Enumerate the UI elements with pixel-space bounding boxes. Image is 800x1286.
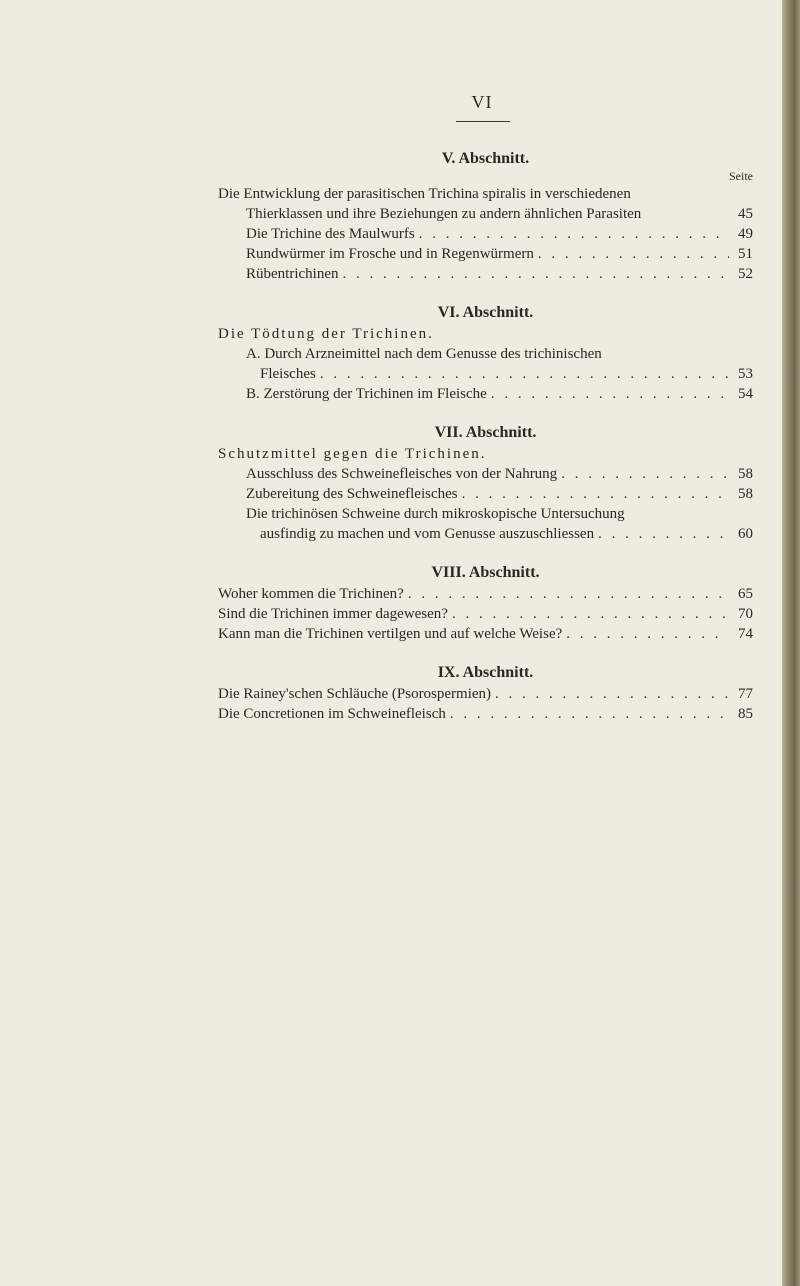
spacer (218, 284, 753, 302)
entry-page: 85 (738, 706, 753, 722)
entry-label: Rübentrichinen (246, 266, 339, 282)
section-lead: Die Tödtung der Trichinen. (218, 326, 434, 342)
spacer (218, 544, 753, 562)
entry-page: 70 (738, 606, 753, 622)
leader-dots (598, 524, 729, 544)
toc-entry (246, 524, 753, 544)
entry-label: Fleisches (260, 366, 316, 382)
entry-label: Die Trichine des Maulwurfs (246, 226, 415, 242)
section-lead: Schutzmittel gegen die Trichinen. (218, 446, 487, 462)
page-number: VI (471, 92, 493, 112)
toc-entry (218, 624, 753, 644)
leader-dots (538, 244, 729, 264)
entry-page: 45 (738, 206, 753, 222)
leader-dots (320, 364, 729, 384)
section-vi (218, 302, 753, 404)
entry-label: Woher kommen die Trichinen? (218, 586, 404, 602)
leader-dots (462, 484, 729, 504)
entry-page: 49 (738, 226, 753, 242)
toc-entry-wrapped (218, 344, 753, 384)
toc-entry (218, 384, 753, 404)
section-heading: VI. Abschnitt. (437, 304, 534, 321)
spacer (218, 644, 753, 662)
entry-page: 58 (738, 486, 753, 502)
toc-entry (218, 604, 753, 624)
section-heading: V. Abschnitt. (441, 150, 530, 167)
toc-entry (218, 264, 753, 284)
leader-dots (450, 704, 729, 724)
leader-dots (419, 224, 729, 244)
entry-label: Ausschluss des Schweinefleisches von der Nahrung (246, 466, 558, 482)
entry-label: Zubereitung des Schweinefleisches (246, 486, 458, 502)
section-heading: VIII. Abschnitt. (431, 564, 540, 581)
entry-page: 58 (738, 466, 753, 482)
toc-entry (218, 204, 753, 224)
entry-line: Die Entwicklung der parasitischen Trichina spiralis in verschiedenen (218, 186, 631, 202)
section-vii (218, 422, 753, 544)
entry-label: Rundwürmer im Frosche und in Regenwürmern (246, 246, 534, 262)
section-heading: IX. Abschnitt. (437, 664, 534, 681)
toc-entry (246, 364, 753, 384)
section-v (218, 148, 753, 284)
entry-page: 54 (738, 386, 753, 402)
toc-entry (218, 704, 753, 724)
entry-page: 74 (738, 626, 753, 642)
leader-dots (566, 624, 729, 644)
entry-page: 65 (738, 586, 753, 602)
table-of-contents (218, 148, 753, 724)
entry-label: Thierklassen und ihre Beziehungen zu andern ähnlichen Parasiten (246, 206, 642, 222)
page-number-underline (456, 121, 510, 122)
toc-entry-wrapped (218, 504, 753, 544)
leader-dots (491, 384, 729, 404)
section-ix (218, 662, 753, 724)
entry-label: Sind die Trichinen immer dagewesen? (218, 606, 448, 622)
leader-dots (561, 464, 729, 484)
entry-line: Die trichinösen Schweine durch mikroskopische Untersuchung (246, 506, 625, 522)
toc-entry-wrapped (218, 184, 753, 224)
toc-entry (218, 224, 753, 244)
seite-label: Seite (729, 169, 753, 183)
leader-dots (408, 584, 729, 604)
section-viii (218, 562, 753, 644)
entry-label: Die Rainey'schen Schläuche (Psorospermien) (218, 686, 492, 702)
entry-label: Die Concretionen im Schweinefleisch (218, 706, 446, 722)
leader-dots (452, 604, 729, 624)
section-heading: VII. Abschnitt. (434, 424, 537, 441)
toc-entry (218, 464, 753, 484)
toc-entry (218, 584, 753, 604)
page-edge-shadow (782, 0, 800, 1286)
toc-entry (218, 484, 753, 504)
entry-label: Kann man die Trichinen vertilgen und auf welche Weise? (218, 626, 563, 642)
entry-page: 77 (738, 686, 753, 702)
entry-label: B. Zerstörung der Trichinen im Fleische (246, 386, 487, 402)
entry-page: 53 (738, 366, 753, 382)
spacer (218, 404, 753, 422)
leader-dots (495, 684, 729, 704)
toc-entry (218, 244, 753, 264)
entry-line: A. Durch Arzneimittel nach dem Genusse des trichinischen (246, 346, 602, 362)
entry-page: 51 (738, 246, 753, 262)
entry-label: ausfindig zu machen und vom Genusse auszuschliessen (260, 526, 595, 542)
entry-page: 60 (738, 526, 753, 542)
leader-dots (342, 264, 729, 284)
toc-entry (218, 684, 753, 704)
entry-page: 52 (738, 266, 753, 282)
